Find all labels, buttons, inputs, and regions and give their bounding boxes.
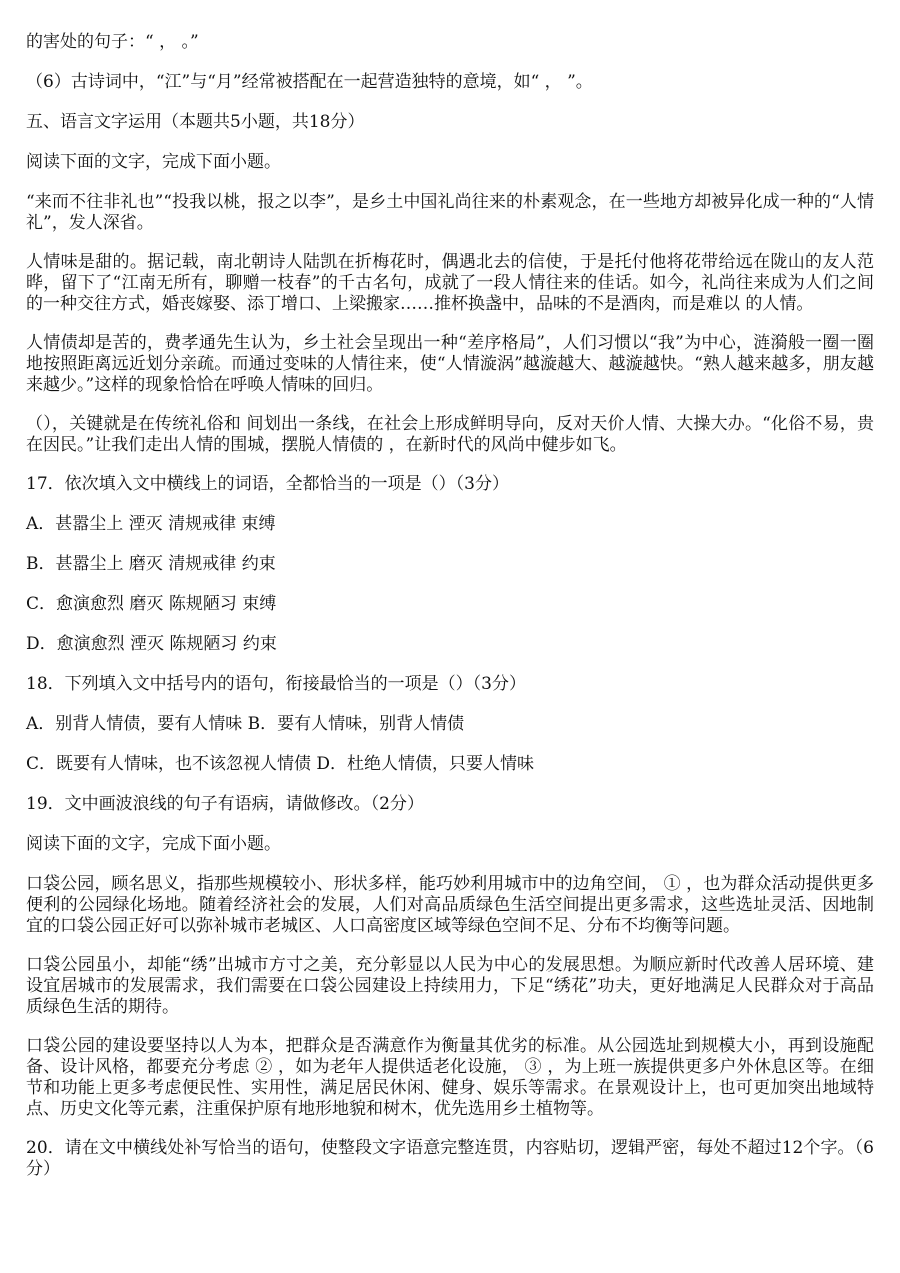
- question-17-option-c: C．愈演愈烈 磨灭 陈规陋习 束缚: [26, 594, 277, 614]
- passage-1-paragraph-4: （），关键就是在传统礼俗和 间划出一条线，在社会上形成鲜明导向，反对天价人情、大操大办。“化俗不易，贵在因民。”让我们走出人情的围城，摆脱人情债的 ，在新时代的风尚中健步如飞。: [26, 414, 874, 455]
- question-18-options-ab: A．别背人情债，要有人情味 B．要有人情味，别背人情债: [26, 714, 465, 734]
- question-17-option-a: A．甚嚣尘上 湮灭 清规戒律 束缚: [26, 514, 276, 534]
- passage-1-paragraph-2: 人情味是甜的。据记载，南北朝诗人陆凯在折梅花时，偶遇北去的信使，于是托付他将花带给远在陇山的友人范晔，留下了“江南无所有，聊赠一枝春”的千古名句，成就了一段人情往来的佳话。如今，礼尚往来成为人们之间的一种交往方式，婚丧嫁娶、添丁增口、上梁搬家……推杯换盏中，品味的不是酒肉，而是难以 的人情。: [26, 252, 874, 314]
- passage-2-paragraph-2: 口袋公园虽小，却能“绣”出城市方寸之美，充分彰显以人民为中心的发展思想。为顺应新时代改善人居环境、建设宜居城市的发展需求，我们需要在口袋公园建设上持续用力，下足“绣花”功夫，更好地满足人民群众对于高品质绿色生活的期待。: [26, 955, 874, 1017]
- question-17: 17．依次填入文中横线上的词语，全都恰当的一项是（）（3分）: [26, 474, 509, 494]
- question-6-poem: （6）古诗词中，“江”与“月”经常被搭配在一起营造独特的意境，如“ ， ”。: [26, 72, 593, 92]
- reading-instruction-2: 阅读下面的文字，完成下面小题。: [26, 834, 281, 854]
- passage-2-paragraph-3: 口袋公园的建设要坚持以人为本，把群众是否满意作为衡量其优劣的标准。从公园选址到规模大小，再到设施配备、设计风格，都要充分考虑 ② ，如为老年人提供适老化设施， ③ ，为上班一族提供更多户外休息区等。在细节和功能上更多考虑便民性、实用性，满足居民休闲、健身、娱乐等需求。在景观设计上，也可更加突出地域特点、历史文化等元素，注重保护原有地形地貌和树木，优先选用乡土植物等。: [26, 1036, 874, 1119]
- question-17-option-d: D．愈演愈烈 湮灭 陈规陋习 约束: [26, 634, 277, 654]
- question-20: 20．请在文中横线处补写恰当的语句，使整段文字语意完整连贯，内容贴切，逻辑严密，每处不超过12个字。（6分）: [26, 1138, 874, 1179]
- question-19: 19．文中画波浪线的句子有语病，请做修改。（2分）: [26, 794, 424, 814]
- question-18: 18．下列填入文中括号内的语句，衔接最恰当的一项是（）（3分）: [26, 674, 526, 694]
- text-line-harm-sentence: 的害处的句子：“ ， 。”: [26, 32, 199, 52]
- passage-1-paragraph-3: 人情债却是苦的，费孝通先生认为，乡土社会呈现出一种“差序格局”，人们习惯以“我”为中心，涟漪般一圈一圈地按照距离远近划分亲疏。而通过变味的人情往来，使“人情漩涡”越漩越大、越漩越快。“熟人越来越多，朋友越来越少。”这样的现象恰恰在呼唤人情味的回归。: [26, 333, 874, 395]
- passage-1-paragraph-1: “来而不往非礼也”“投我以桃，报之以李”，是乡土中国礼尚往来的朴素观念，在一些地方却被异化成一种的“人情礼”，发人深省。: [26, 192, 874, 233]
- question-17-option-b: B．甚嚣尘上 磨灭 清规戒律 约束: [26, 554, 276, 574]
- question-18-options-cd: C．既要有人情味，也不该忽视人情债 D．杜绝人情债，只要人情味: [26, 754, 535, 774]
- passage-2-paragraph-1: 口袋公园，顾名思义，指那些规模较小、形状多样，能巧妙利用城市中的边角空间， ① ，也为群众活动提供更多便利的公园绿化场地。随着经济社会的发展，人们对高品质绿色生活空间提出更多需求，这些选址灵活、因地制宜的口袋公园正好可以弥补城市老城区、人口高密度区域等绿色空间不足、分布不均衡等问题。: [26, 874, 874, 936]
- reading-instruction-1: 阅读下面的文字，完成下面小题。: [26, 152, 281, 172]
- section-5-heading: 五、语言文字运用（本题共5小题，共18分）: [26, 112, 365, 132]
